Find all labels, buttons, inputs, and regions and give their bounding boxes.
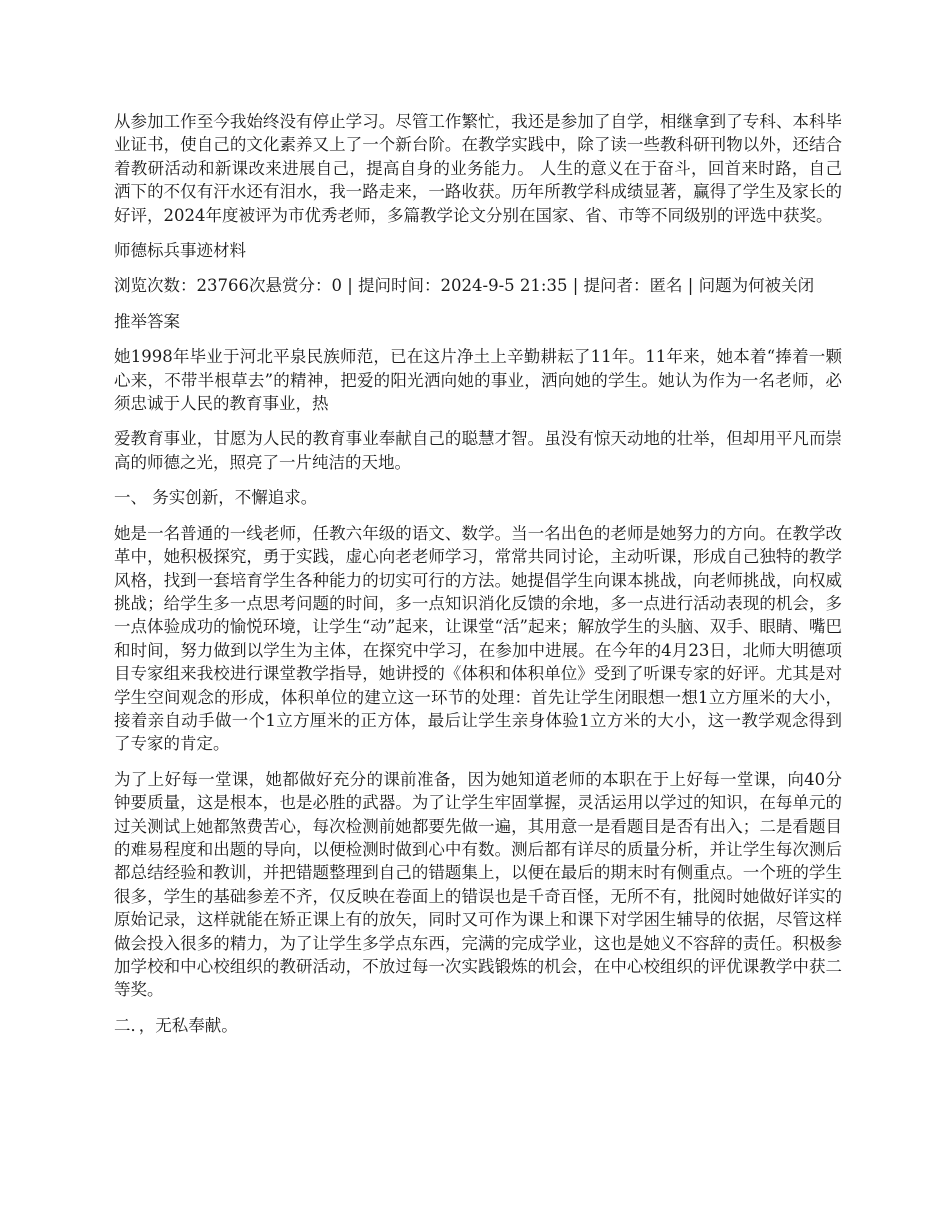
answer-heading: 推举答案 [114, 311, 180, 331]
paragraph-bio: 她1998年毕业于河北平泉民族师范，已在这片净土上辛勤耕耘了11年。11年来，她本着“捧着一颗心来，不带半根草去”的精神，把爱的阳光洒向她的事业，洒向她的学生。她认为作为一名老师，必须忠诚于人民的教育事业，热 [114, 347, 842, 414]
paragraph-intro: 从参加工作至今我始终没有停止学习。尽管工作繁忙，我还是参加了自学，相继拿到了专科、本科毕业证书，使自己的文化素养又上了一个新台阶。在教学实践中，除了读一些教科研刊物以外，还结合着教研活动和新课改来进展自己，提高自身的业务能力。 人生的意义在于奋斗，回首来时路，自己洒下的不仅有汗水还有泪水，我一路走来，一路收获。历年所教学科成绩显著，赢得了学生及家长的好评，2024年度被评为市优秀老师，多篇教学论文分别在国家、省、市等不同级别的评选中获奖。 [114, 112, 842, 225]
paragraph-preparation: 为了上好每一堂课，她都做好充分的课前准备，因为她知道老师的本职在于上好每一堂课，向40分钟要质量，这是根本，也是必胜的武器。为了让学生牢固掌握，灵活运用以学过的知识，在每单元的过关测试上她都煞费苦心，每次检测前她都要先做一遍，其用意一是看题目是否有出入；二是看题目的难易程度和出题的导向，以便检测时做到心中有数。测后都有详尽的质量分析，并让学生每次测后都总结经验和教训，并把错题整理到自己的错题集上，以便在最后的期末时有侧重点。一个班的学生很多，学生的基础参差不齐，仅反映在卷面上的错误也是千奇百怪，无所不有，批阅时她做好详实的原始记录，这样就能在矫正课上有的放矢，同时又可作为课上和课下对学困生辅导的依据，尽管这样做会投入很多的精力，为了让学生多学点东西，完满的完成学业，这也是她义不容辞的责任。积极参加学校和中心校组织的教研活动，不放过每一次实践锻炼的机会，在中心校组织的评优课教学中获二等奖。 [114, 769, 842, 1000]
subheading-two: 二．，无私奉献。 [114, 1015, 238, 1035]
paragraph-teaching: 她是一名普通的一线老师，任教六年级的语文、数学。当一名出色的老师是她努力的方向。在教学改革中，她积极探究，勇于实践，虚心向老老师学习，常常共同讨论，主动听课，形成自己独特的教学风格，找到一套培育学生各种能力的切实可行的方法。她提倡学生向课本挑战，向老师挑战，向权威挑战；给学生多一点思考问题的时间，多一点知识消化反馈的余地，多一点进行活动表现的机会，多一点体验成功的愉悦环境，让学生“动”起来，让课堂“活”起来；解放学生的头脑、双手、眼睛、嘴巴和时间，努力做到以学生为主体，在探究中学习，在参加中进展。在今年的4月23日，北师大明德项目专家组来我校进行课堂教学指导，她讲授的《体积和体积单位》受到了听课专家的好评。尤其是对学生空间观念的形成，体积单位的建立这一环节的处理：首先让学生闭眼想一想1立方厘米的大小，接着亲自动手做一个1立方厘米的正方体，最后让学生亲身体验1立方米的大小，这一教学观念得到了专家的肯定。 [114, 523, 842, 754]
question-meta: 浏览次数：23766次悬赏分：0 | 提问时间：2024-9-5 21:35 | 提问者：匿名 | 问题为何被关闭 [114, 276, 815, 296]
subheading-one: 一、 务实创新，不懈追求。 [114, 488, 318, 508]
document-body [114, 110, 842, 1049]
paragraph-bio-continued: 爱教育事业，甘愿为人民的教育事业奉献自己的聪慧才智。虽没有惊天动地的壮举，但却用平凡而崇高的师德之光，照亮了一片纯洁的天地。 [114, 429, 842, 472]
section-title: 师德标兵事迹材料 [114, 241, 246, 261]
